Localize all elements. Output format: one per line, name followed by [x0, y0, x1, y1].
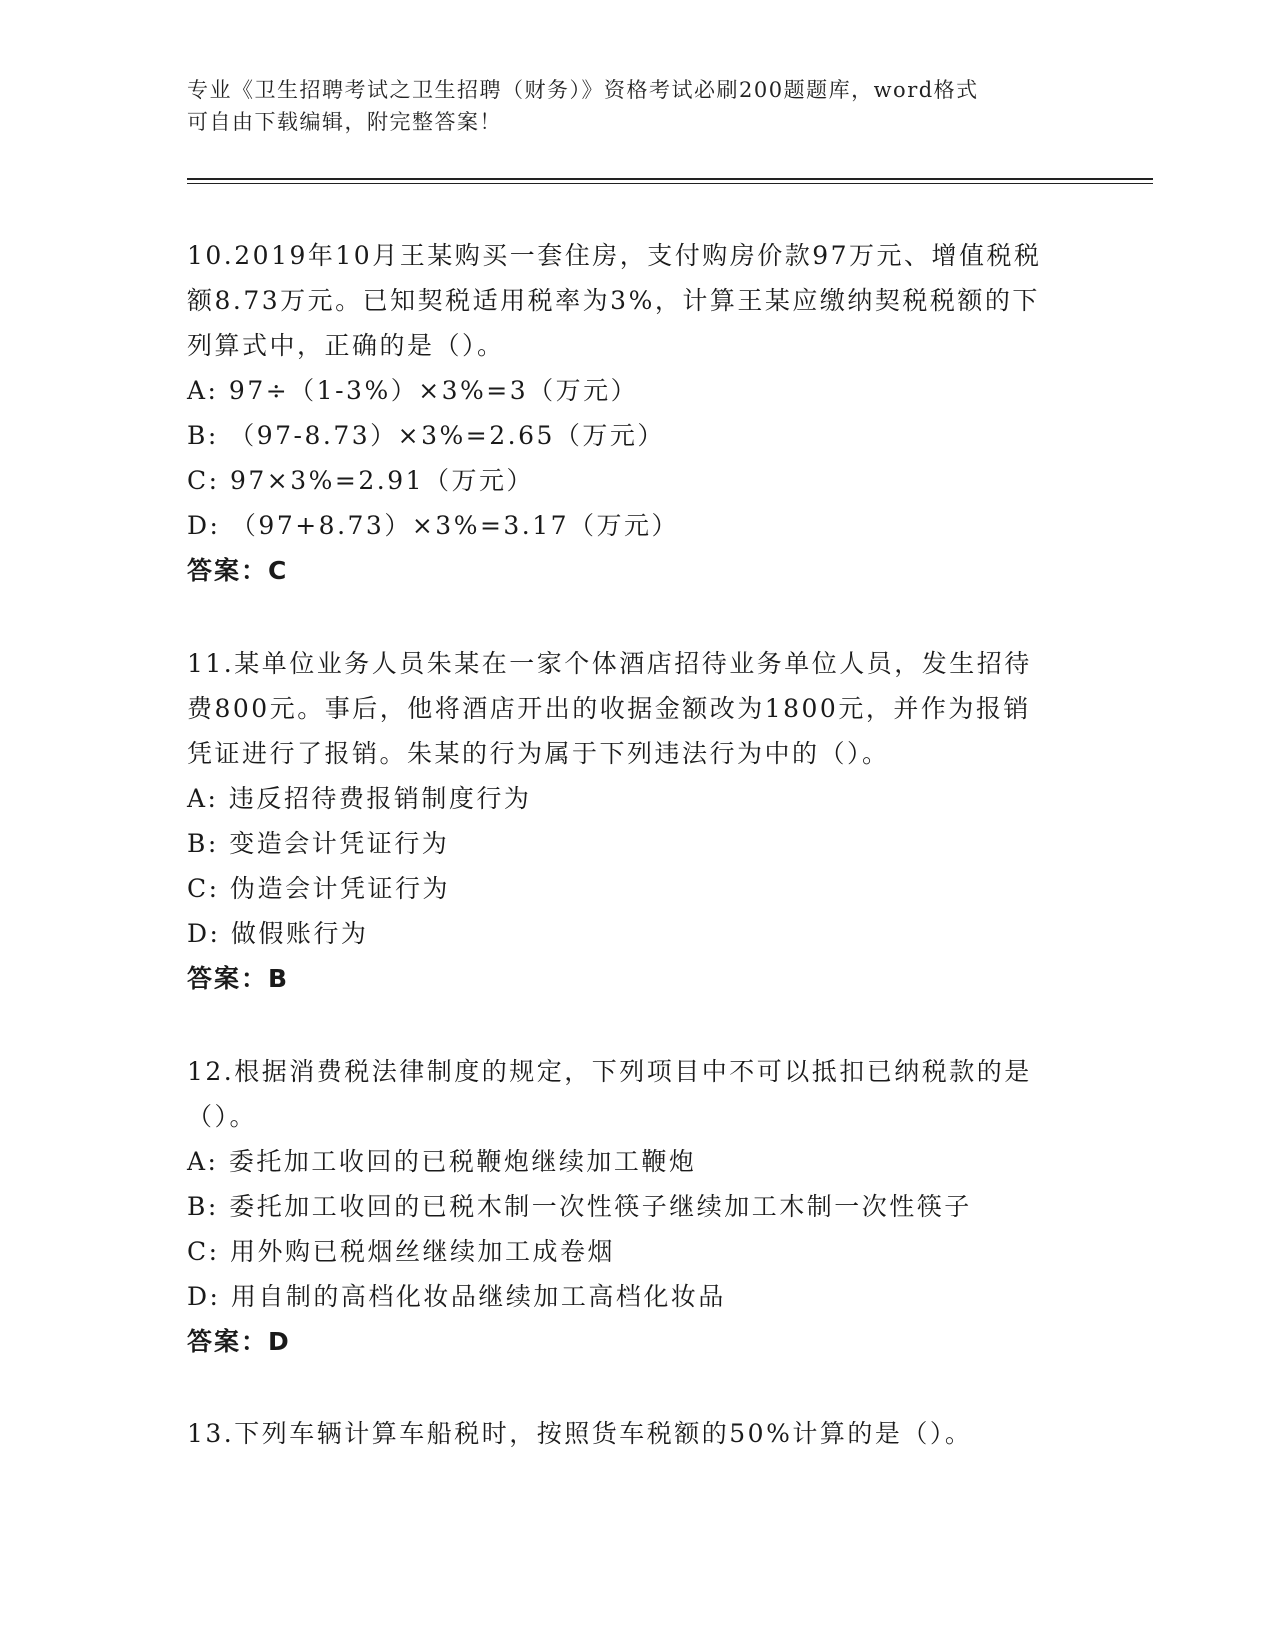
question-stem-line: 11.某单位业务人员朱某在一家个体酒店招待业务单位人员，发生招待: [187, 649, 1032, 678]
option-b: B: 变造会计凭证行为: [187, 829, 450, 858]
question-stem-line: 费800元。事后，他将酒店开出的收据金额改为1800元，并作为报销: [187, 694, 1031, 723]
option-d: D: （97+8.73）×3%=3.17（万元）: [187, 511, 680, 540]
header-divider-thin: [187, 183, 1153, 184]
answer: 答案：B: [187, 964, 290, 993]
header-line-2: 可自由下载编辑，附完整答案！: [187, 110, 502, 134]
question-stem-line: 13.下列车辆计算车船税时，按照货车税额的50%计算的是（）。: [187, 1419, 973, 1448]
question-stem-line: （）。: [187, 1102, 258, 1131]
header-divider-thick: [187, 178, 1153, 180]
option-a: A: 违反招待费报销制度行为: [187, 784, 532, 813]
question-12: [187, 1049, 1087, 1364]
option-d: D: 用自制的高档化妆品继续加工高档化妆品: [187, 1282, 726, 1311]
question-13: [187, 1411, 1087, 1456]
option-c: C: 伪造会计凭证行为: [187, 874, 450, 903]
question-stem-line: 12.根据消费税法律制度的规定，下列项目中不可以抵扣已纳税款的是: [187, 1057, 1032, 1086]
option-c: C: 用外购已税烟丝继续加工成卷烟: [187, 1237, 615, 1266]
question-10: [187, 233, 1087, 593]
question-stem-line: 10.2019年10月王某购买一套住房，支付购房价款97万元、增值税税: [187, 241, 1042, 270]
question-11: [187, 641, 1087, 1001]
question-stem-line: 凭证进行了报销。朱某的行为属于下列违法行为中的（）。: [187, 739, 890, 768]
option-d: D: 做假账行为: [187, 919, 369, 948]
answer: 答案：C: [187, 556, 289, 585]
option-c: C: 97×3%=2.91（万元）: [187, 466, 535, 495]
document-header: [187, 74, 1087, 138]
question-stem-line: 列算式中，正确的是（）。: [187, 331, 505, 360]
answer: 答案：D: [187, 1327, 291, 1356]
question-stem-line: 额8.73万元。已知契税适用税率为3%，计算王某应缴纳契税税额的下: [187, 286, 1040, 315]
option-b: B: 委托加工收回的已税木制一次性筷子继续加工木制一次性筷子: [187, 1192, 972, 1221]
header-line-1: 专业《卫生招聘考试之卫生招聘（财务）》资格考试必刷200题题库，word格式: [187, 78, 979, 102]
option-a: A: 委托加工收回的已税鞭炮继续加工鞭炮: [187, 1147, 697, 1176]
option-a: A: 97÷（1-3%）×3%=3（万元）: [187, 376, 639, 405]
option-b: B: （97-8.73）×3%=2.65（万元）: [187, 421, 665, 450]
